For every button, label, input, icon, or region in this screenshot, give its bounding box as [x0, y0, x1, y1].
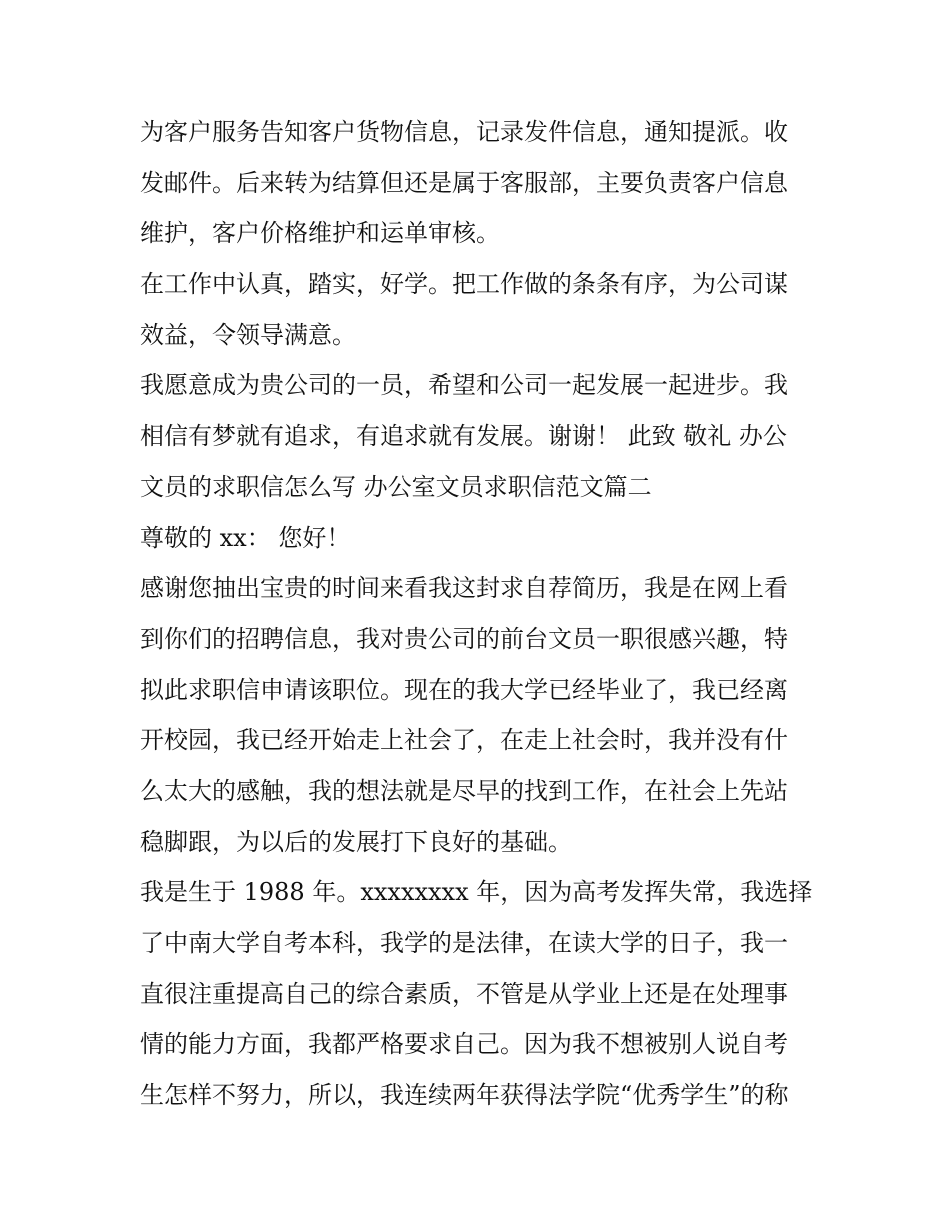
text-line: 拟此求职信申请该职位。现在的我大学已经毕业了，我已经离 — [140, 675, 788, 704]
text-line: 开校园，我已经开始走上社会了，在走上社会时，我并没有什 — [140, 726, 788, 755]
text-line: 在工作中认真，踏实，好学。把工作做的条条有序，为公司谋 — [140, 270, 788, 299]
text-line: 情的能力方面，我都严格要求自己。因为我不想被别人说自考 — [140, 1030, 788, 1059]
text-line: 我愿意成为贵公司的一员，希望和公司一起发展一起进步。我 — [140, 371, 788, 400]
text-line: 我是生于 1988 年。xxxxxxxx 年，因为高考发挥失常，我选择 — [140, 878, 813, 907]
text-line: 相信有梦就有追求，有追求就有发展。谢谢！ 此致 敬礼 办公 — [140, 422, 787, 451]
text-line: 效益，令领导满意。 — [140, 320, 356, 349]
text-line: 为客户服务告知客户货物信息，记录发件信息，通知提派。收 — [140, 118, 788, 146]
text-line: 文员的求职信怎么写 办公室文员求职信范文篇二 — [140, 472, 652, 501]
text-line: 维护，客户价格维护和运单审核。 — [140, 219, 500, 248]
body-text — [140, 107, 820, 1121]
text-line: 么太大的感触，我的想法就是尽早的找到工作，在社会上先站 — [140, 776, 788, 805]
text-line: 到你们的招聘信息，我对贵公司的前台文员一职很感兴趣，特 — [140, 624, 788, 653]
text-line: 了中南大学自考本科，我学的是法律，在读大学的日子，我一 — [140, 929, 788, 957]
text-line: 感谢您抽出宝贵的时间来看我这封求自荐简历，我是在网上看 — [140, 574, 788, 603]
text-line: 直很注重提高自己的综合素质，不管是从学业上还是在处理事 — [140, 979, 788, 1008]
text-line: 发邮件。后来转为结算但还是属于客服部，主要负责客户信息 — [140, 168, 788, 197]
text-line: 稳脚跟，为以后的发展打下良好的基础。 — [140, 827, 572, 856]
text-line: 生怎样不努力，所以，我连续两年获得法学院“优秀学生”的称 — [140, 1081, 789, 1110]
salutation-line: 尊敬的 xx： 您好！ — [140, 523, 351, 552]
